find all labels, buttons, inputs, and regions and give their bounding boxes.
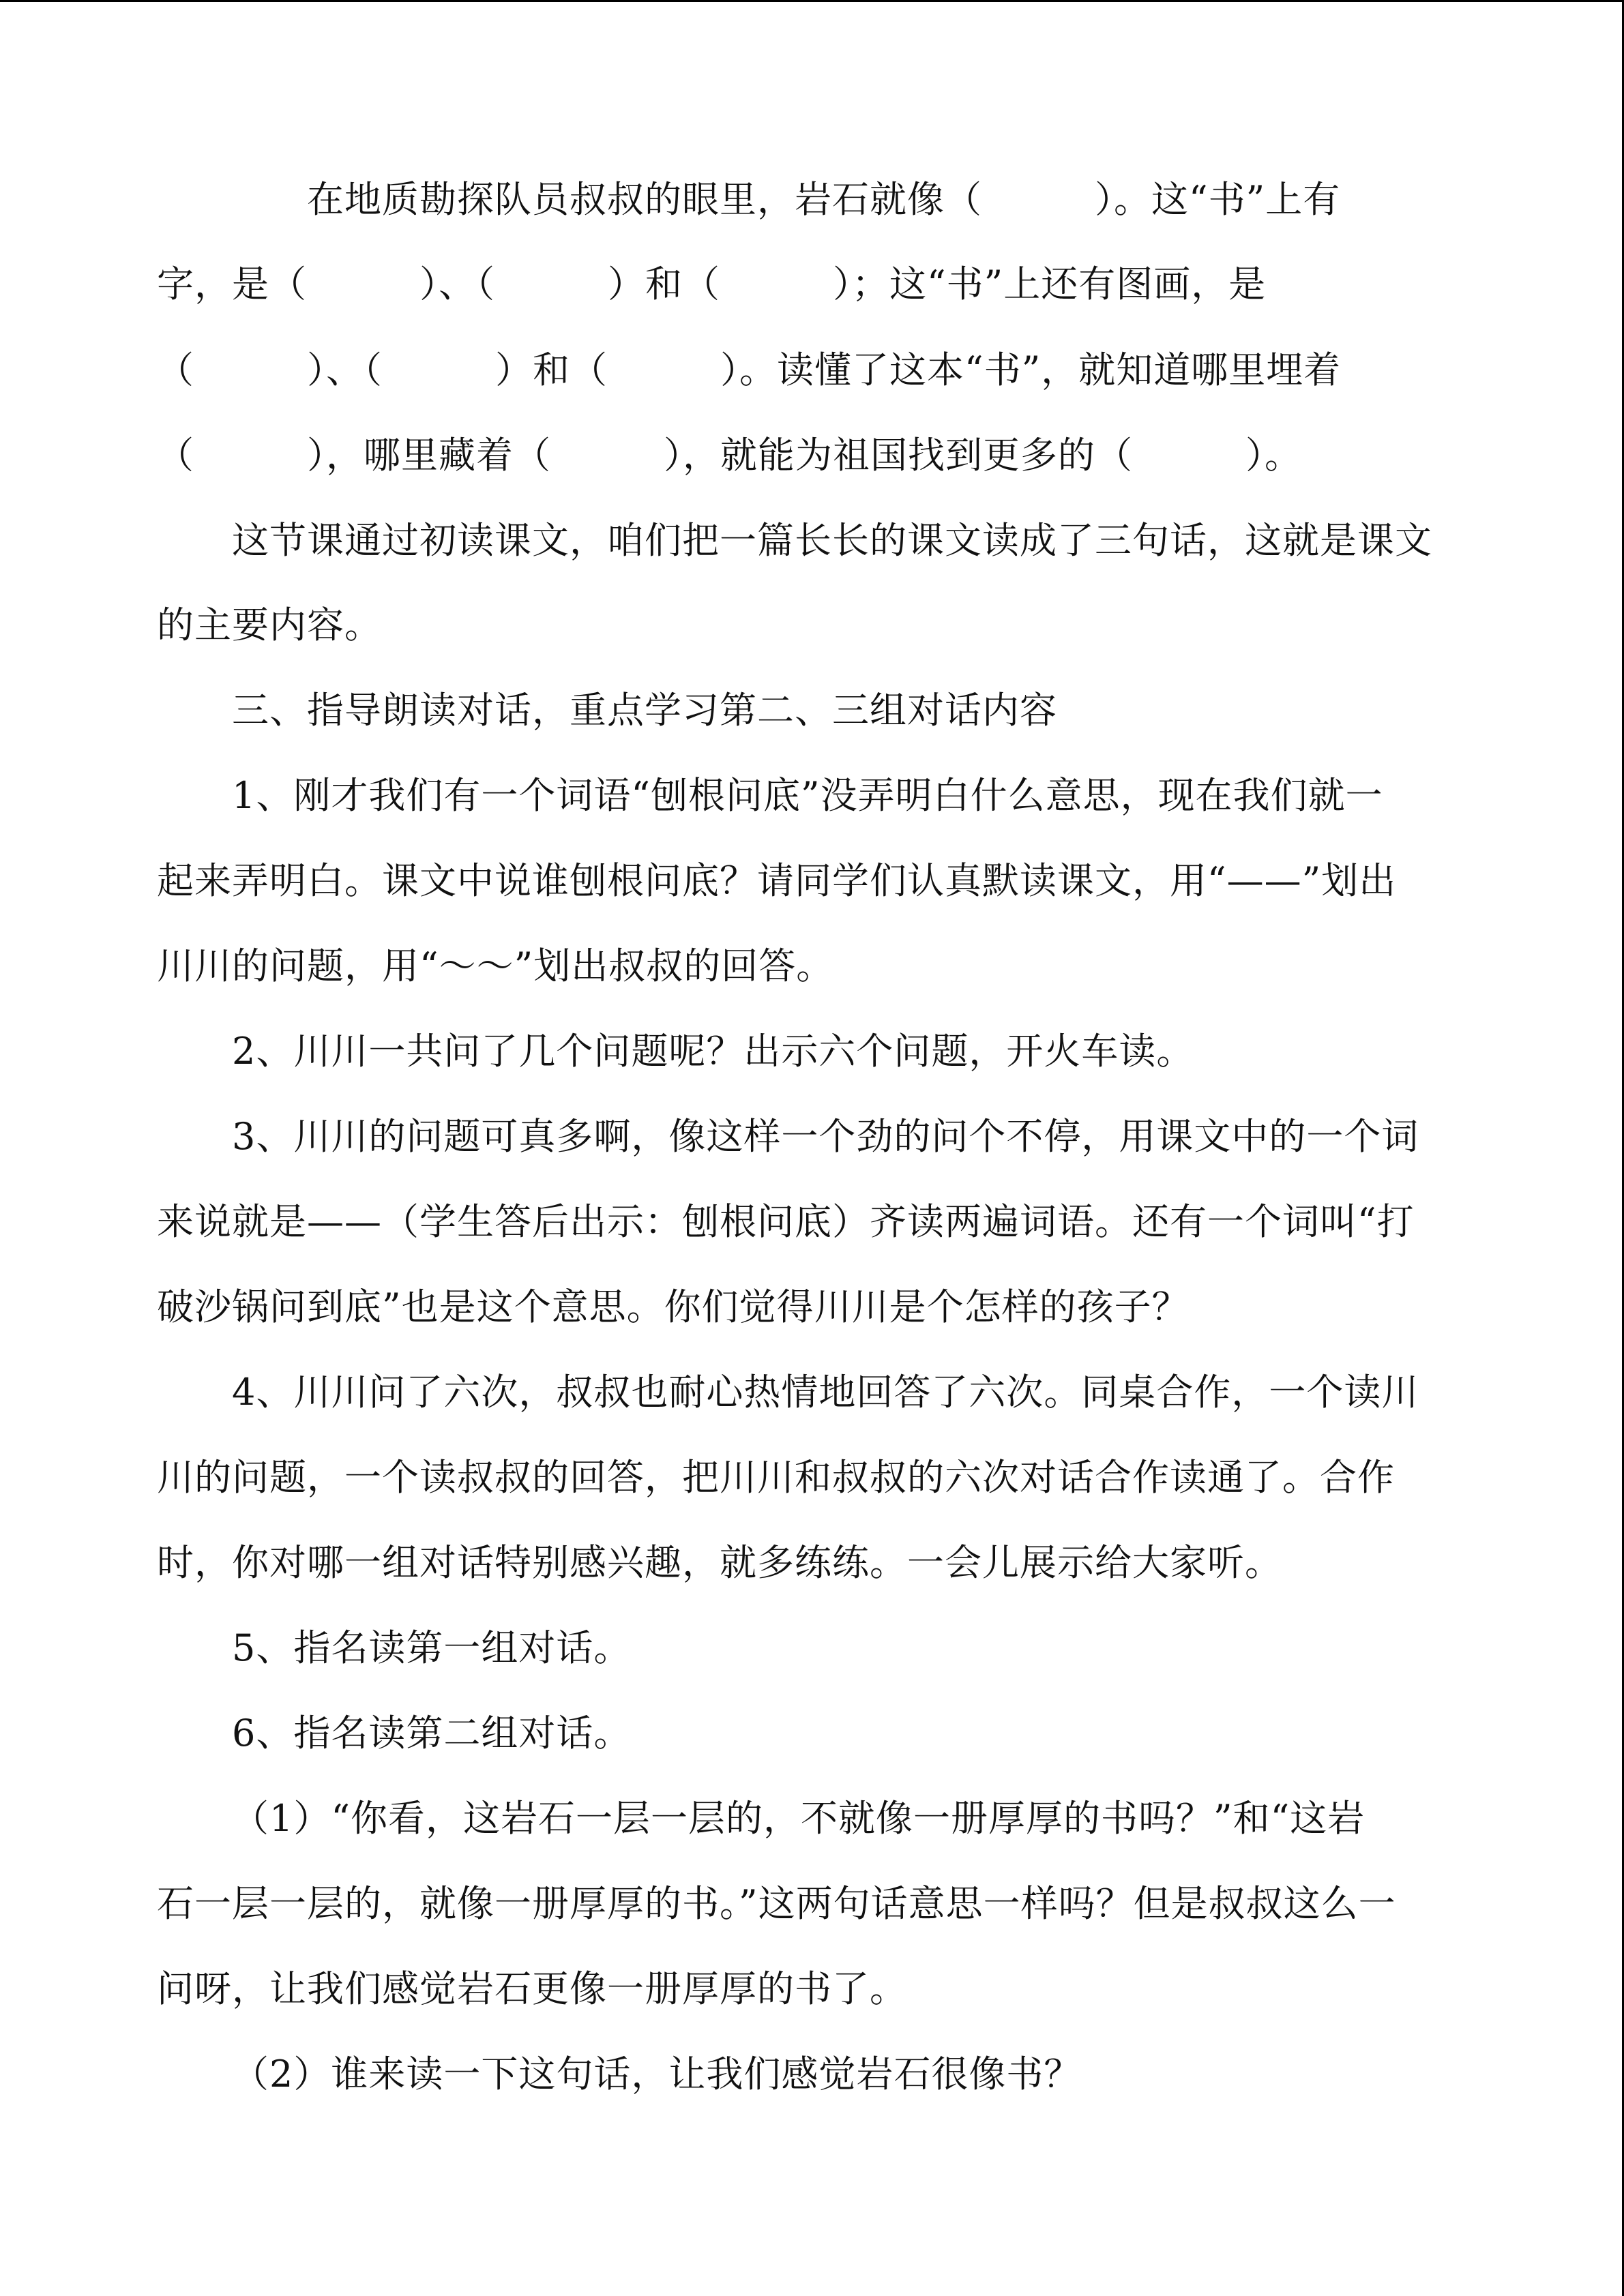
text-line: 在地质勘探队员叔叔的眼里，岩石就像（ ）。这“书”上有 bbox=[307, 178, 1341, 221]
text-line: 5、指名读第一组对话。 bbox=[232, 1626, 632, 1669]
text-line: 3、川川的问题可真多啊，像这样一个劲的问个不停，用课文中的一个词 bbox=[232, 1115, 1419, 1158]
text-line: 来说就是——（学生答后出示：刨根问底）齐读两遍词语。还有一个词叫“打 bbox=[157, 1200, 1415, 1243]
text-line: 川的问题，一个读叔叔的回答，把川川和叔叔的六次对话合作读通了。合作 bbox=[157, 1456, 1395, 1499]
text-line: 问呀，让我们感觉岩石更像一册厚厚的书了。 bbox=[157, 1967, 907, 2010]
text-line: 4、川川问了六次，叔叔也耐心热情地回答了六次。同桌合作，一个读川 bbox=[232, 1371, 1419, 1414]
text-line: 石一层一层的，就像一册厚厚的书。”这两句话意思一样吗？但是叔叔这么一 bbox=[157, 1882, 1396, 1925]
text-line: 破沙锅问到底”也是这个意思。你们觉得川川是个怎样的孩子？ bbox=[157, 1285, 1190, 1328]
text-line: 时，你对哪一组对话特别感兴趣，就多练练。一会儿展示给大家听。 bbox=[157, 1541, 1282, 1584]
text-line: 这节课通过初读课文，咱们把一篇长长的课文读成了三句话，这就是课文 bbox=[232, 519, 1432, 562]
text-line: 起来弄明白。课文中说谁刨根问底？请同学们认真默读课文，用“——”划出 bbox=[157, 859, 1397, 902]
text-line: 1、刚才我们有一个词语“刨根问底”没弄明白什么意思，现在我们就一 bbox=[232, 774, 1383, 817]
section-heading: 三、指导朗读对话，重点学习第二、三组对话内容 bbox=[232, 689, 1057, 732]
text-line: （1）“你看，这岩石一层一层的，不就像一册厚厚的书吗？”和“这岩 bbox=[232, 1797, 1365, 1840]
text-line: （2）谁来读一下这句话，让我们感觉岩石很像书？ bbox=[232, 2053, 1082, 2096]
text-line: 2、川川一共问了几个问题呢？出示六个问题，开火车读。 bbox=[232, 1030, 1194, 1073]
text-line: 字，是（ ）、（ ）和（ ）；这“书”上还有图画，是 bbox=[157, 263, 1267, 305]
text-line: 川川的问题，用“～～”划出叔叔的回答。 bbox=[157, 944, 834, 987]
text-line: （ ），哪里藏着（ ），就能为祖国找到更多的（ ）。 bbox=[157, 434, 1302, 477]
text-line: 的主要内容。 bbox=[157, 603, 382, 646]
text-line: 6、指名读第二组对话。 bbox=[232, 1712, 632, 1755]
text-line: （ ）、（ ）和（ ）。读懂了这本“书”，就知道哪里埋着 bbox=[157, 348, 1342, 391]
